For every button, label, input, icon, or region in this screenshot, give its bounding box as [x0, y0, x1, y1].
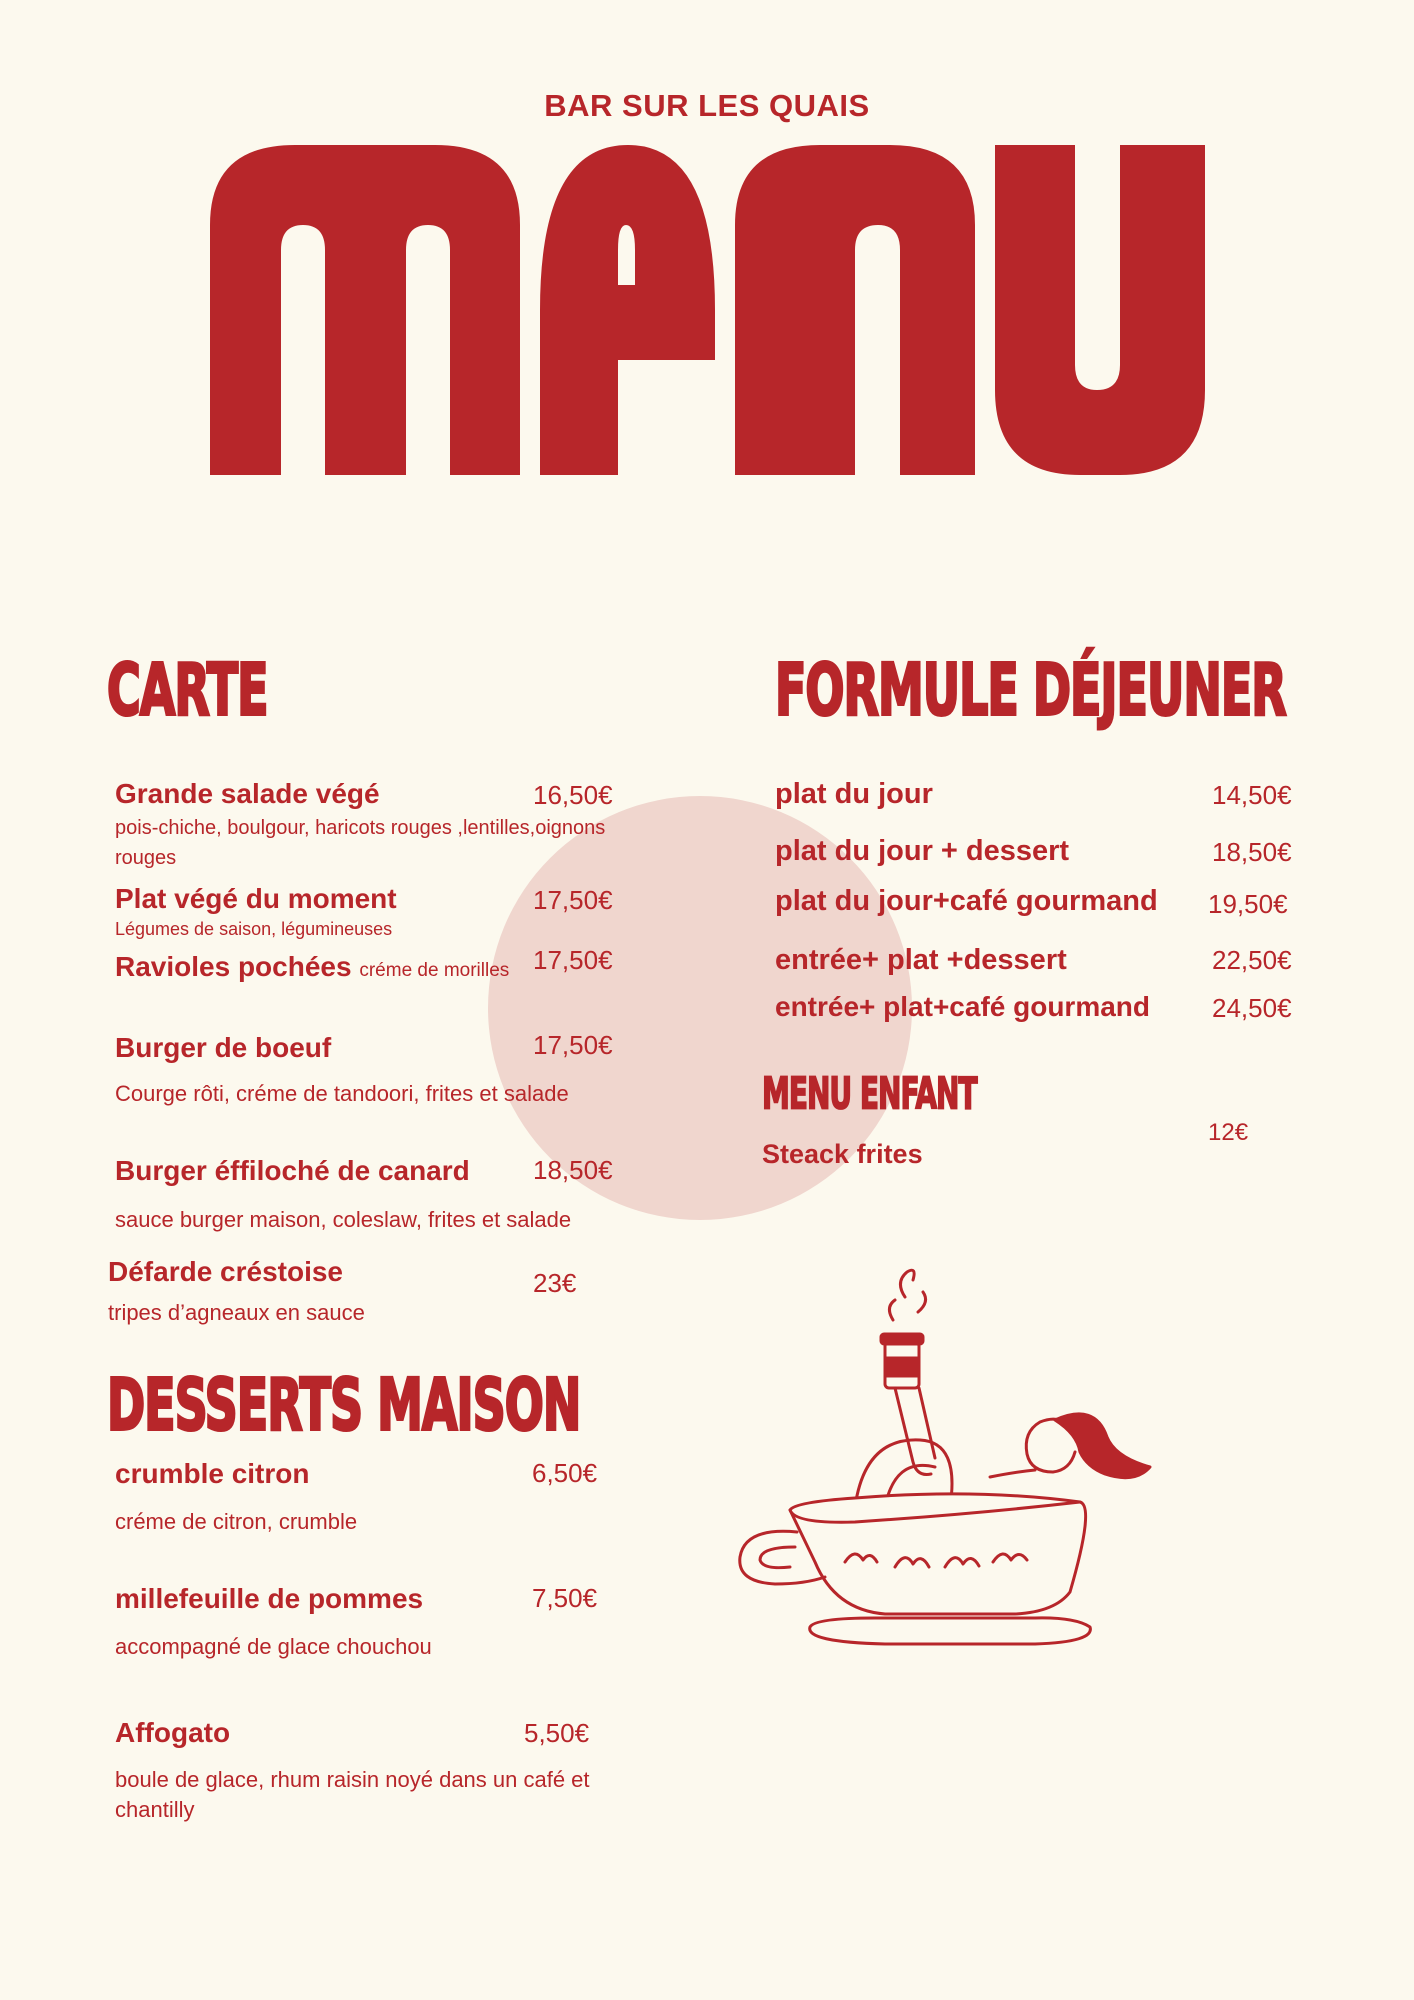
- carte-item-desc: pois-chiche, boulgour, haricots rouges ,lentilles,oignons: [115, 817, 606, 839]
- carte-item-price: 17,50€: [533, 885, 613, 915]
- formule-item-price: 24,50€: [1212, 993, 1292, 1023]
- section-title-menu-enfant: MENU ENFANT: [762, 1068, 977, 1120]
- dessert-item-price: 7,50€: [532, 1583, 598, 1613]
- menu-title-logo: [210, 140, 1205, 475]
- carte-item-desc: Légumes de saison, légumineuses: [115, 919, 393, 939]
- carte-item-desc: rouges: [115, 847, 177, 869]
- carte-item-name: Grande salade végé: [115, 778, 380, 809]
- dessert-item-price: 6,50€: [532, 1458, 598, 1488]
- carte-item-name: [115, 951, 509, 983]
- formule-item-name: plat du jour: [775, 778, 933, 810]
- dessert-item-name: crumble citron: [115, 1458, 310, 1489]
- brand-name: BAR SUR LES QUAIS: [544, 88, 870, 123]
- formule-item-price: 14,50€: [1212, 780, 1292, 810]
- carte-item-name: Burger éffiloché de canard: [115, 1155, 470, 1186]
- dessert-item-desc: accompagné de glace chouchou: [115, 1634, 432, 1659]
- enfant-item-name: Steack frites: [762, 1139, 923, 1169]
- carte-item-price: 23€: [533, 1268, 577, 1298]
- dessert-item-desc: chantilly: [115, 1797, 195, 1822]
- carte-item-note: créme de morilles: [359, 960, 510, 981]
- formule-item-price: 19,50€: [1208, 889, 1288, 919]
- carte-item-price: 17,50€: [533, 945, 613, 975]
- formule-item-name: plat du jour+café gourmand: [775, 885, 1158, 917]
- section-title-formule-dejeuner: FORMULE DÉJEUNER: [775, 648, 1286, 732]
- dessert-item-desc: boule de glace, rhum raisin noyé dans un café et: [115, 1767, 590, 1792]
- carte-item-desc: sauce burger maison, coleslaw, frites et salade: [115, 1207, 572, 1232]
- dessert-item-price: 5,50€: [524, 1718, 590, 1748]
- carte-item-name: Plat végé du moment: [115, 883, 397, 914]
- carte-item-name-text: Ravioles pochées: [115, 951, 352, 982]
- enfant-item-price: 12€: [1208, 1119, 1249, 1146]
- section-title-carte: CARTE: [107, 648, 268, 732]
- formule-item-price: 18,50€: [1212, 837, 1292, 867]
- carte-item-price: 18,50€: [533, 1155, 613, 1185]
- carte-item-desc: tripes d’agneaux en sauce: [108, 1300, 365, 1325]
- formule-item-price: 22,50€: [1212, 945, 1292, 975]
- dessert-item-name: millefeuille de pommes: [115, 1583, 424, 1614]
- carte-item-price: 16,50€: [533, 780, 613, 810]
- formule-item-name: entrée+ plat+café gourmand: [775, 991, 1151, 1022]
- formule-item-name: plat du jour + dessert: [775, 835, 1070, 867]
- formule-item-name: entrée+ plat +dessert: [775, 944, 1067, 976]
- carte-item-desc: Courge rôti, créme de tandoori, frites et salade: [115, 1081, 569, 1106]
- carte-item-price: 17,50€: [533, 1030, 613, 1060]
- carte-item-name: Burger de boeuf: [115, 1032, 332, 1063]
- dessert-item-name: Affogato: [115, 1717, 231, 1748]
- carte-item-name: Défarde créstoise: [108, 1256, 344, 1287]
- dessert-item-desc: créme de citron, crumble: [115, 1509, 358, 1534]
- woman-in-coffee-cup-icon: [735, 1262, 1165, 1662]
- section-title-desserts-maison: DESSERTS MAISON: [107, 1363, 581, 1447]
